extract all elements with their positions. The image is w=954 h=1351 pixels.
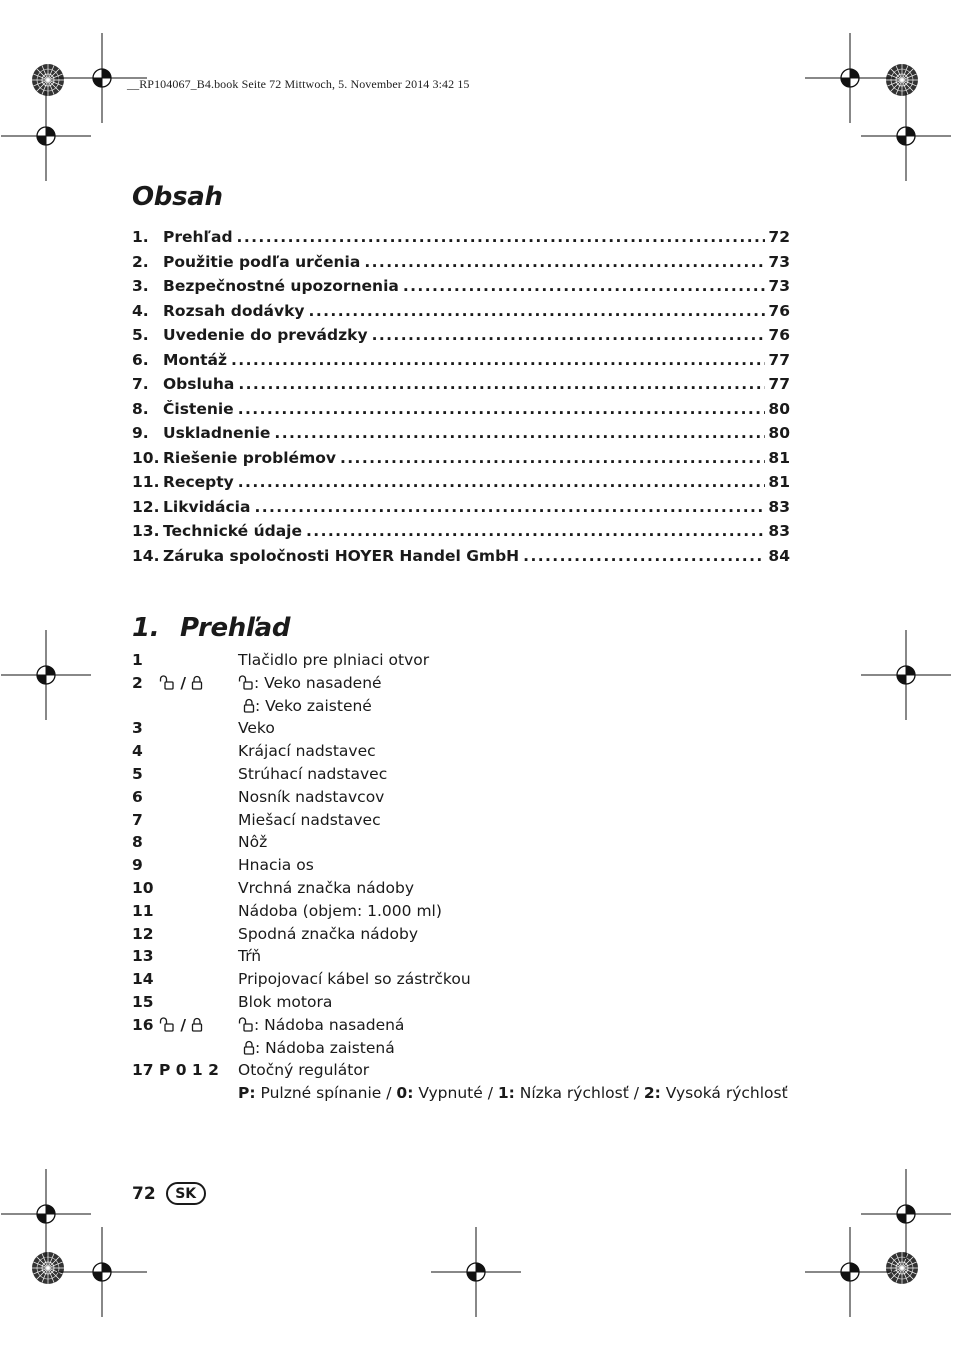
toc-page: 84 xyxy=(768,546,790,565)
part-number: 10 xyxy=(132,878,154,897)
list-item xyxy=(132,742,832,765)
toc-num: 10. xyxy=(132,448,160,467)
part-number-value: 2 xyxy=(132,673,143,692)
list-item xyxy=(132,719,832,742)
toc-page: 73 xyxy=(768,277,790,295)
toc-leader-dots xyxy=(309,302,766,320)
lock-icon xyxy=(191,675,203,690)
part-number: 6 xyxy=(132,787,143,806)
toc-page: 77 xyxy=(768,375,790,393)
toc-num: 5. xyxy=(132,326,149,344)
speed-key: 0: xyxy=(396,1084,414,1103)
list-item xyxy=(132,902,832,925)
toc-leader-dots xyxy=(254,498,765,516)
crosshair-icon xyxy=(861,91,951,181)
part-description xyxy=(238,674,832,692)
part-number: 1 xyxy=(132,651,143,669)
toc-row[interactable] xyxy=(132,522,790,547)
toc-row[interactable] xyxy=(132,228,790,253)
toc-leader-dots xyxy=(238,400,766,418)
toc-leader-dots xyxy=(274,424,765,442)
toc-num: 14. xyxy=(132,546,160,565)
part-description: Vrchná značka nádoby xyxy=(238,878,414,897)
crosshair-icon xyxy=(1,91,91,181)
toc-title: Uskladnenie xyxy=(163,424,271,442)
toc-row[interactable] xyxy=(132,449,790,474)
section-title: Prehľad xyxy=(180,613,291,643)
part-number: 11 xyxy=(132,901,154,920)
part-description xyxy=(238,697,832,715)
page-footer xyxy=(132,1182,206,1205)
toc-title: Čistenie xyxy=(163,399,234,418)
unlock-icon xyxy=(238,675,254,690)
part-number: 15 xyxy=(132,992,154,1011)
part-number: 3 xyxy=(132,719,143,738)
part-number-value: 16 xyxy=(132,1015,154,1034)
part-description: Nôž xyxy=(238,833,268,852)
list-item xyxy=(132,1039,832,1062)
star-target-icon xyxy=(886,64,918,96)
list-item xyxy=(132,811,832,834)
toc-page: 77 xyxy=(768,350,790,369)
part-number: 8 xyxy=(132,833,143,852)
toc-num: 11. xyxy=(132,473,160,491)
part-number: 9 xyxy=(132,856,143,875)
toc-title: Rozsah dodávky xyxy=(163,301,305,320)
toc-page: 76 xyxy=(768,301,790,320)
toc-title: Obsluha xyxy=(163,375,235,393)
parts-list xyxy=(132,651,832,1107)
list-item xyxy=(132,651,832,674)
list-item xyxy=(132,925,832,948)
toc-row[interactable] xyxy=(132,351,790,376)
toc-page: 83 xyxy=(768,522,790,540)
toc-leader-dots xyxy=(364,253,765,271)
part-description: Nosník nadstavcov xyxy=(238,787,385,806)
list-item xyxy=(132,697,832,720)
crosshair-icon xyxy=(1,1169,91,1259)
toc-row[interactable] xyxy=(132,547,790,572)
language-badge: SK xyxy=(166,1182,206,1205)
speed-value: Pulzné spínanie / xyxy=(255,1084,397,1103)
toc-row[interactable] xyxy=(132,277,790,302)
state-locked-text: : Veko zaistené xyxy=(254,696,372,715)
part-description: Spodná značka nádoby xyxy=(238,924,419,943)
part-number: 12 xyxy=(132,924,154,943)
toc-row[interactable] xyxy=(132,326,790,351)
state-open-text: : Veko nasadené xyxy=(254,673,382,692)
lock-icon xyxy=(243,1040,255,1055)
list-item xyxy=(132,833,832,856)
list-item xyxy=(132,1016,832,1039)
lock-icon xyxy=(191,1017,203,1032)
part-description: Tlačidlo pre plniaci otvor xyxy=(238,651,430,669)
part-description: Strúhací nadstavec xyxy=(238,764,388,783)
list-item xyxy=(132,1084,832,1107)
star-target-icon xyxy=(32,64,64,96)
toc-title: Riešenie problémov xyxy=(163,448,336,467)
table-of-contents xyxy=(132,228,790,571)
toc-heading: Obsah xyxy=(132,182,223,212)
toc-page: 81 xyxy=(768,473,790,491)
speed-key: 2: xyxy=(643,1084,661,1103)
toc-leader-dots xyxy=(238,375,765,393)
section-number: 1. xyxy=(132,613,160,643)
part-description xyxy=(238,1039,832,1057)
list-item xyxy=(132,856,832,879)
toc-title: Prehľad xyxy=(163,228,233,246)
part-description: Nádoba (objem: 1.000 ml) xyxy=(238,901,442,920)
toc-num: 13. xyxy=(132,522,160,540)
toc-title: Likvidácia xyxy=(163,497,251,516)
toc-num: 2. xyxy=(132,252,149,271)
star-target-icon xyxy=(886,1252,918,1284)
toc-leader-dots xyxy=(523,547,765,565)
toc-page: 83 xyxy=(768,497,790,516)
toc-title: Bezpečnostné upozornenia xyxy=(163,277,399,295)
toc-leader-dots xyxy=(403,277,766,295)
toc-num: 1. xyxy=(132,228,149,246)
toc-leader-dots xyxy=(238,473,766,491)
part-description: Miešací nadstavec xyxy=(238,810,381,829)
toc-row[interactable] xyxy=(132,424,790,449)
toc-title: Záruka spoločnosti HOYER Handel GmbH xyxy=(163,546,520,565)
part-description: Blok motora xyxy=(238,992,333,1011)
list-item xyxy=(132,674,832,697)
part-number: 4 xyxy=(132,742,143,761)
icon-separator: / xyxy=(180,673,187,692)
speed-key: 1: xyxy=(497,1084,515,1103)
toc-row[interactable] xyxy=(132,473,790,498)
crosshair-icon xyxy=(57,1227,147,1317)
crosshair-icon xyxy=(1,630,91,720)
page-number: 72 xyxy=(132,1183,156,1204)
toc-title: Použitie podľa určenia xyxy=(163,252,361,271)
crosshair-icon xyxy=(861,630,951,720)
unlock-icon xyxy=(159,1017,175,1032)
toc-title: Technické údaje xyxy=(163,522,303,540)
toc-num: 7. xyxy=(132,375,149,393)
lock-icon xyxy=(243,698,255,713)
toc-page: 80 xyxy=(768,399,790,418)
toc-num: 8. xyxy=(132,399,149,418)
list-item xyxy=(132,1061,832,1084)
part-description: Pripojovací kábel so zástrčkou xyxy=(238,970,471,989)
toc-page: 72 xyxy=(768,228,790,246)
part-number xyxy=(132,674,238,692)
toc-page: 81 xyxy=(768,448,790,467)
list-item xyxy=(132,879,832,902)
toc-row[interactable] xyxy=(132,400,790,425)
list-item xyxy=(132,993,832,1016)
toc-leader-dots xyxy=(340,449,765,467)
speed-key: P: xyxy=(238,1084,256,1103)
toc-row[interactable] xyxy=(132,253,790,278)
speed-legend xyxy=(238,1084,832,1102)
toc-leader-dots xyxy=(306,522,765,540)
toc-title: Uvedenie do prevádzky xyxy=(163,326,368,344)
print-header: __RP104067_B4.book Seite 72 Mittwoch, 5. November 2014 3:42 15 xyxy=(127,77,470,91)
part-description: Veko xyxy=(238,719,275,738)
unlock-icon xyxy=(238,1017,254,1032)
toc-page: 80 xyxy=(768,424,790,442)
list-item xyxy=(132,788,832,811)
crosshair-icon xyxy=(805,33,895,123)
speed-value: Vypnuté / xyxy=(413,1084,498,1103)
crosshair-icon xyxy=(431,1227,521,1317)
part-description: Tŕň xyxy=(238,947,262,966)
unlock-icon xyxy=(159,675,175,690)
list-item xyxy=(132,970,832,993)
speed-value: Vysoká rýchlosť xyxy=(660,1084,788,1103)
part-description: Otočný regulátor xyxy=(238,1061,370,1080)
part-number: 7 xyxy=(132,810,143,829)
section-heading xyxy=(132,613,290,643)
part-description xyxy=(238,1016,832,1034)
part-description: Hnacia os xyxy=(238,856,314,875)
toc-num: 12. xyxy=(132,497,160,516)
toc-row[interactable] xyxy=(132,498,790,523)
toc-leader-dots xyxy=(231,351,765,369)
toc-leader-dots xyxy=(237,228,766,246)
speed-value: Nízka rýchlosť / xyxy=(514,1084,644,1103)
part-description: Krájací nadstavec xyxy=(238,742,376,761)
part-number: 5 xyxy=(132,764,143,783)
state-locked-text: : Nádoba zaistená xyxy=(254,1038,395,1057)
part-number: 17 P 0 1 2 xyxy=(132,1061,219,1080)
toc-num: 6. xyxy=(132,350,149,369)
toc-row[interactable] xyxy=(132,302,790,327)
part-number: 14 xyxy=(132,970,154,989)
toc-leader-dots xyxy=(372,326,766,344)
list-item xyxy=(132,765,832,788)
toc-page: 73 xyxy=(768,252,790,271)
toc-row[interactable] xyxy=(132,375,790,400)
crosshair-icon xyxy=(861,1169,951,1259)
toc-title: Recepty xyxy=(163,473,234,491)
star-target-icon xyxy=(32,1252,64,1284)
state-open-text: : Nádoba nasadená xyxy=(254,1015,405,1034)
part-number: 13 xyxy=(132,947,154,966)
toc-title: Montáž xyxy=(163,350,227,369)
toc-num: 4. xyxy=(132,301,149,320)
toc-num: 9. xyxy=(132,424,149,442)
icon-separator: / xyxy=(180,1015,187,1034)
part-number xyxy=(132,1016,238,1034)
list-item xyxy=(132,947,832,970)
crosshair-icon xyxy=(805,1227,895,1317)
toc-num: 3. xyxy=(132,277,149,295)
toc-page: 76 xyxy=(768,326,790,344)
